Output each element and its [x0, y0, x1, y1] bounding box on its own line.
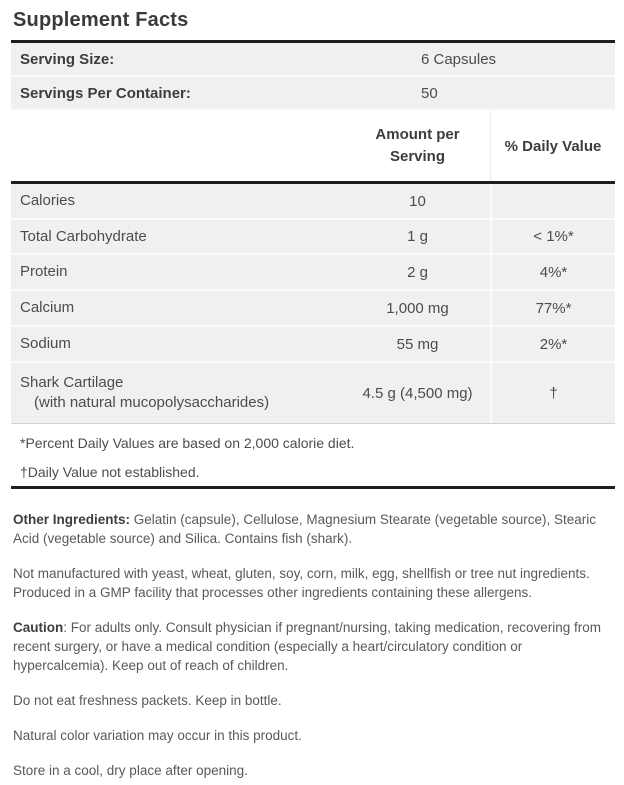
table-row-total-carbohydrate: [11, 218, 615, 253]
servings-per-container-value: 50: [421, 84, 438, 102]
allergen-info-paragraph: Not manufactured with yeast, wheat, gluten, soy, corn, milk, egg, shellfish or tree nut ingredients. Produced in a GMP facility that processes other ingredients containing these allergens.: [13, 566, 590, 600]
label-notes: [11, 489, 615, 780]
table-row-calories: [11, 184, 615, 218]
daily-value-header: % Daily Value: [490, 111, 615, 181]
panel-title: Supplement Facts: [13, 9, 189, 31]
nutrient-amount: 2 g: [407, 263, 428, 281]
nutrient-amount: 4.5 g (4,500 mg): [362, 384, 473, 402]
servings-per-container-row: [11, 77, 615, 111]
nutrient-name: Total Carbohydrate: [20, 227, 147, 245]
nutrient-daily-value: †: [490, 363, 615, 423]
other-ingredients-lead: Other Ingredients:: [13, 512, 131, 527]
serving-size-label: Serving Size:: [20, 50, 115, 68]
nutrient-daily-value: 4%*: [490, 255, 615, 289]
color-variation-note: Natural color variation may occur in this product.: [13, 728, 302, 743]
storage-note: Store in a cool, dry place after opening.: [13, 763, 248, 778]
table-row-shark-cartilage: [11, 361, 615, 423]
serving-size-value: 6 Capsules: [421, 50, 497, 68]
other-ingredients-text: Gelatin (capsule), Cellulose, Magnesium Stearate (vegetable source), Stearic Acid (vegetable source) and Silica. Contains fish (shark).: [13, 512, 596, 546]
table-row-calcium: [11, 289, 615, 325]
nutrient-name: Protein: [20, 263, 68, 280]
serving-info-table: [11, 43, 615, 111]
nutrient-name: Calcium: [20, 299, 75, 316]
nutrient-daily-value: 77%*: [490, 291, 615, 325]
caution-paragraph: [13, 618, 611, 675]
nutrient-name: Sodium: [20, 335, 71, 352]
other-ingredients-paragraph: [13, 510, 611, 548]
freshness-note: Do not eat freshness packets. Keep in bottle.: [13, 693, 282, 708]
caution-lead: Caution: [13, 620, 64, 635]
nutrient-name-line2: (with natural mucopolysaccharides): [34, 394, 270, 411]
table-footnotes: [11, 423, 615, 486]
nutrition-table-body: [11, 184, 615, 423]
nutrient-daily-value: 2%*: [490, 327, 615, 361]
nutrient-name-line1: Shark Cartilage: [20, 374, 124, 391]
nutrition-column-headers: [11, 111, 615, 181]
nutrient-daily-value: [490, 184, 615, 218]
serving-size-row: [11, 43, 615, 77]
nutrient-amount: 10: [409, 192, 426, 210]
servings-per-container-label: Servings Per Container:: [20, 84, 191, 102]
nutrient-name: Calories: [20, 192, 76, 209]
table-row-sodium: [11, 325, 615, 361]
caution-text: : For adults only. Consult physician if pregnant/nursing, taking medication, recovering from recent surgery, or have a medical condition (especially a heart/circulatory condition or hypercalcemia). Keep out of reach of children.: [13, 620, 602, 673]
table-row-protein: [11, 253, 615, 289]
nutrient-daily-value: < 1%*: [490, 220, 615, 253]
footnote-percent-daily-value: *Percent Daily Values are based on 2,000 calorie diet.: [20, 435, 355, 451]
nutrient-name: [11, 363, 345, 423]
nutrient-amount: 55 mg: [396, 335, 439, 353]
footnote-daily-value-not-established: †Daily Value not established.: [20, 464, 200, 480]
amount-per-serving-header: Amount per Serving: [375, 126, 460, 165]
nutrient-amount: 1 g: [407, 228, 428, 245]
nutrient-amount: 1,000 mg: [386, 299, 449, 317]
